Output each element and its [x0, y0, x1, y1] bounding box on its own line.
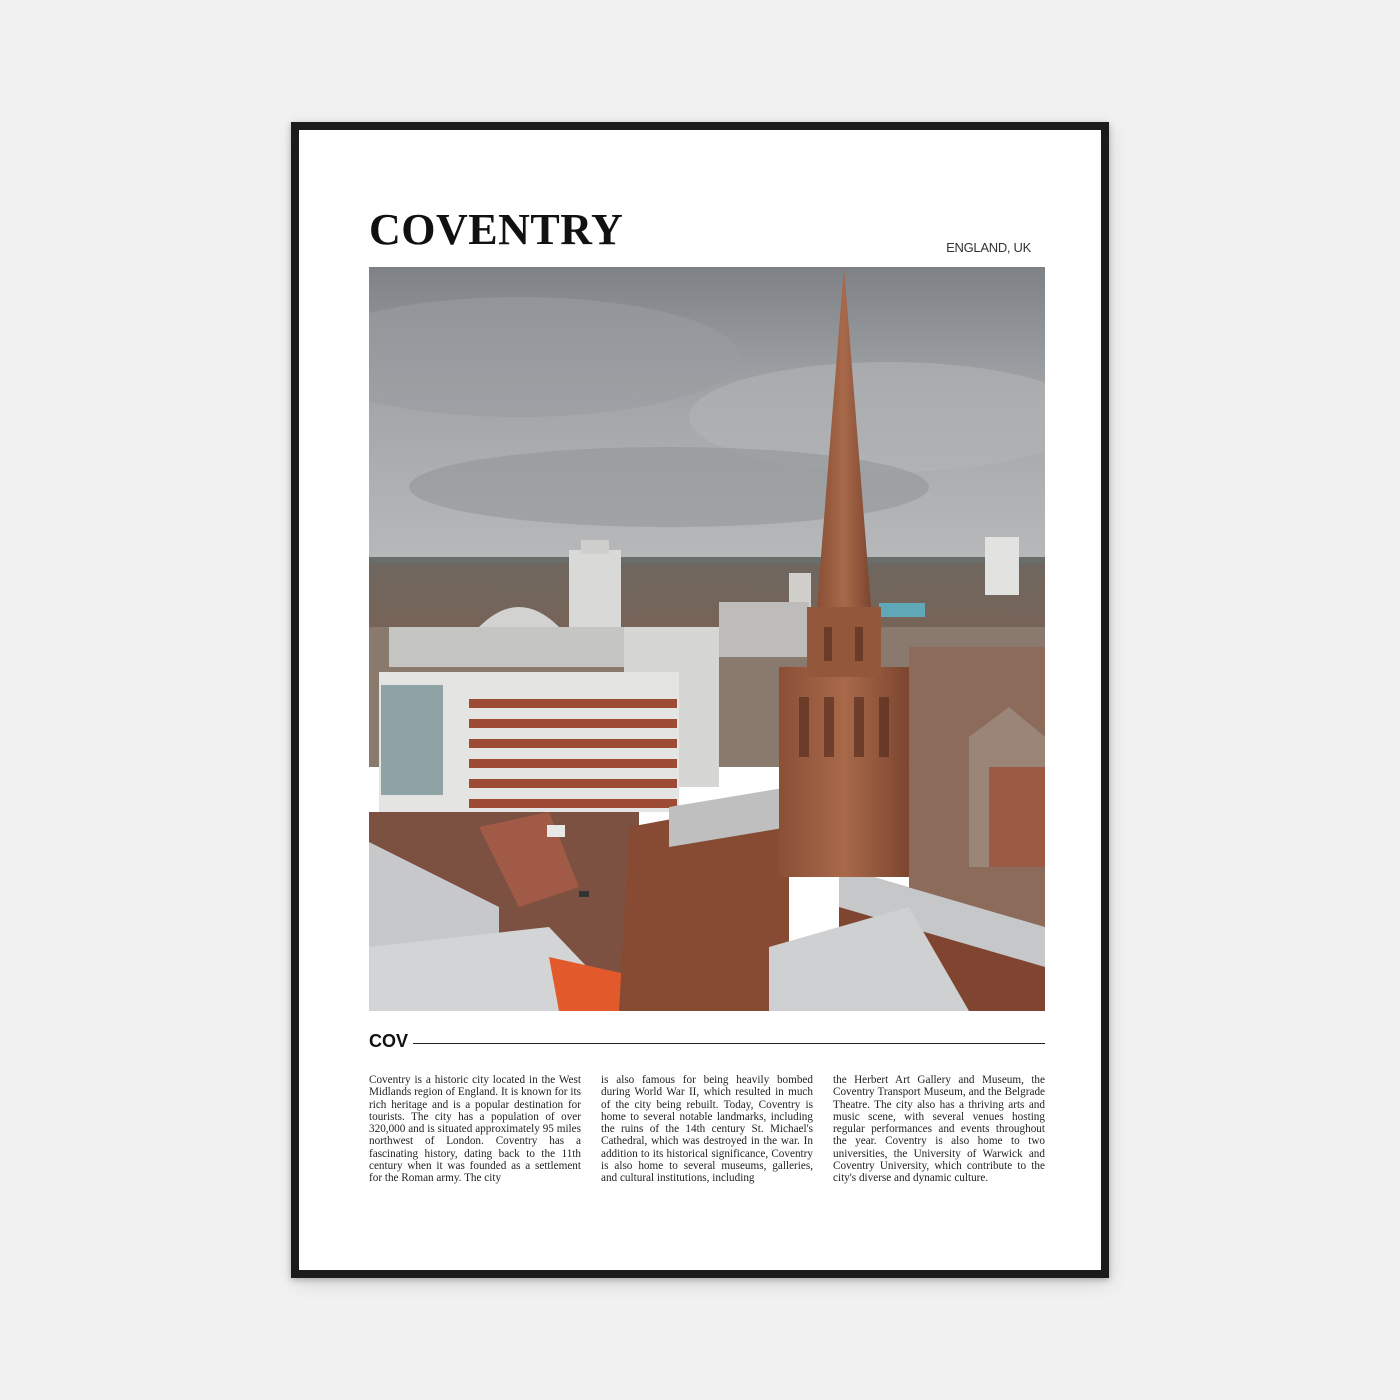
city-photo	[369, 267, 1045, 1011]
description	[369, 1074, 1045, 1185]
poster-subtitle: ENGLAND, UK	[946, 240, 1031, 255]
description-column-1: Coventry is a historic city located in the West Midlands region of England. It is known for its rich heritage and is a popular destination for tourists. The city has a population of over 320,000 and is situated approximately 95 miles northwest of London. Coventry has a fascinating history, dating back to the 11th century when it was founded as a settlement for the Roman army. The city	[369, 1074, 581, 1185]
divider-line	[413, 1043, 1045, 1044]
city-code: COV	[369, 1031, 409, 1051]
code-row	[369, 1032, 1045, 1056]
poster-title: COVENTRY	[369, 205, 624, 254]
description-column-2: is also famous for being heavily bombed during World War II, which resulted in much of the city being rebuilt. Today, Coventry is home to several notable landmarks, including the ruins of the 14th century St. Michael's Cathedral, which was destroyed in the war. In addition to its historical significance, Coventry is also home to several museums, galleries, and cultural institutions, including	[601, 1074, 813, 1185]
description-column-3: the Herbert Art Gallery and Museum, the Coventry Transport Museum, and the Belgrade Theatre. The city also has a thriving arts and music scene, with several venues hosting regular performances and events throughout the year. Coventry is also home to two universities, the University of Warwick and Coventry University, which contribute to the city's diverse and dynamic culture.	[833, 1074, 1045, 1185]
poster-frame	[291, 122, 1109, 1278]
